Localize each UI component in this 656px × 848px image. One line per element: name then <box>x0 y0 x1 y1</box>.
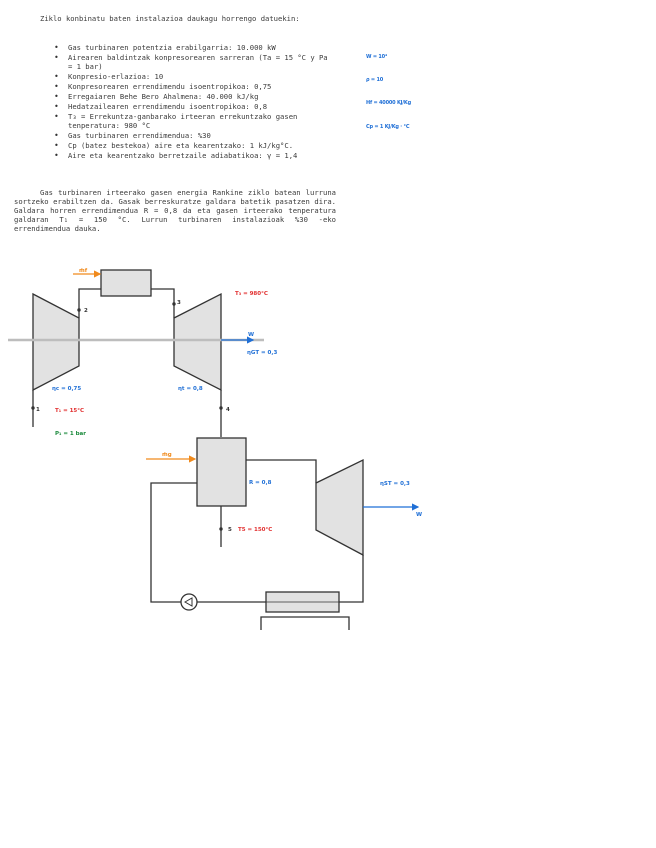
point-4-marker <box>219 406 222 409</box>
mg-label: ṁg <box>162 452 172 458</box>
steam-work-label: W <box>416 512 423 518</box>
note-cp: Cp = 1 KJ/Kg · °C <box>366 124 410 130</box>
condenser-cooling-frame <box>261 617 349 630</box>
p1-label: P₁ = 1 bar <box>55 431 86 437</box>
intro-text: Ziklo konbinatu baten instalazioa daukagu horrengo datuekin: <box>40 14 300 23</box>
point-4-label: 4 <box>226 407 230 413</box>
point-2-label: 2 <box>84 308 88 314</box>
point-3-marker <box>172 302 175 305</box>
pipe-2-to-chamber <box>79 289 101 318</box>
steam-turbine <box>316 460 363 555</box>
t1-label: T₁ = 15°C <box>55 408 85 414</box>
list-item: • Gas turbinaren potentzia erabilgarria: 10.000 kW <box>54 43 336 52</box>
boiler-efficiency-label: R = 0,8 <box>249 480 272 486</box>
condensate-line <box>339 555 363 602</box>
compressor <box>33 294 82 392</box>
gas-work-label: W <box>248 332 255 338</box>
eta-c-label: ηc = 0,75 <box>52 386 82 392</box>
list-item: • Aire eta kearentzako berretzaile adiabatikoa: γ = 1,4 <box>54 151 336 160</box>
note-pressure-ratio: ρ = 10 <box>366 77 384 83</box>
pipe-chamber-to-3 <box>151 289 174 318</box>
note-heating-value: Hf = 40000 KJ/Kg <box>366 100 411 106</box>
pump <box>181 594 197 610</box>
list-item: • Gas turbinaren errendimendua: %30 <box>54 131 336 140</box>
list-item: • Cp (batez bestekoa) aire eta kearentzako: 1 kJ/kg°C. <box>54 141 336 150</box>
list-item: • Erregaiaren Behe Bero Ahalmena: 40.000 kJ/kg <box>54 92 336 101</box>
list-item: • Hedatzailearen errendimendu isoentropikoa: 0,8 <box>54 102 336 111</box>
list-item: • Airearen baldintzak konpresorearen sarreran (Ta = 15 °C y Pa = 1 bar) <box>54 53 336 71</box>
list-item: • T₃ = Errekuntza-ganbarako irteeran errekuntzako gasen tenperatura: 980 °C <box>54 112 336 130</box>
paragraph-rankine: Gas turbinaren irteerako gasen energia Rankine ziklo batean lurruna sortzeko erabiltzen da. Gasak berreskuratze galdara batetik pasatzen dira. Galdara horren errendimendua R = 0,8 da eta gasen irteerako tenperatura galdaran T₁ = 150 °C. Lurrun turbinaren instalazioak %30 -eko errendimendua dauka. <box>14 188 336 233</box>
recovery-boiler <box>197 438 246 506</box>
eta-t-label: ηt = 0,8 <box>178 386 203 392</box>
point-2-marker <box>77 308 80 311</box>
fuel-label: ṁf <box>79 268 88 274</box>
combustion-chamber <box>101 270 151 296</box>
t3-label: T₃ = 980°C <box>235 291 268 297</box>
t5-label: T5 = 150°C <box>238 527 273 533</box>
point-5-label: 5 <box>228 527 232 533</box>
list-item: • Konpresorearen errendimendu isoentropikoa: 0,75 <box>54 82 336 91</box>
note-power: W = 10⁴ <box>366 54 387 60</box>
feedwater-return-line <box>151 483 197 602</box>
eta-st-label: ηST = 0,3 <box>380 481 410 487</box>
gas-turbine <box>174 294 221 390</box>
point-1-marker <box>31 406 34 409</box>
eta-gt-label: ηGT = 0,3 <box>247 350 278 356</box>
list-item: • Konpresio-erlazioa: 10 <box>54 72 336 81</box>
point-1-label: 1 <box>36 407 40 413</box>
point-3-label: 3 <box>177 300 181 306</box>
